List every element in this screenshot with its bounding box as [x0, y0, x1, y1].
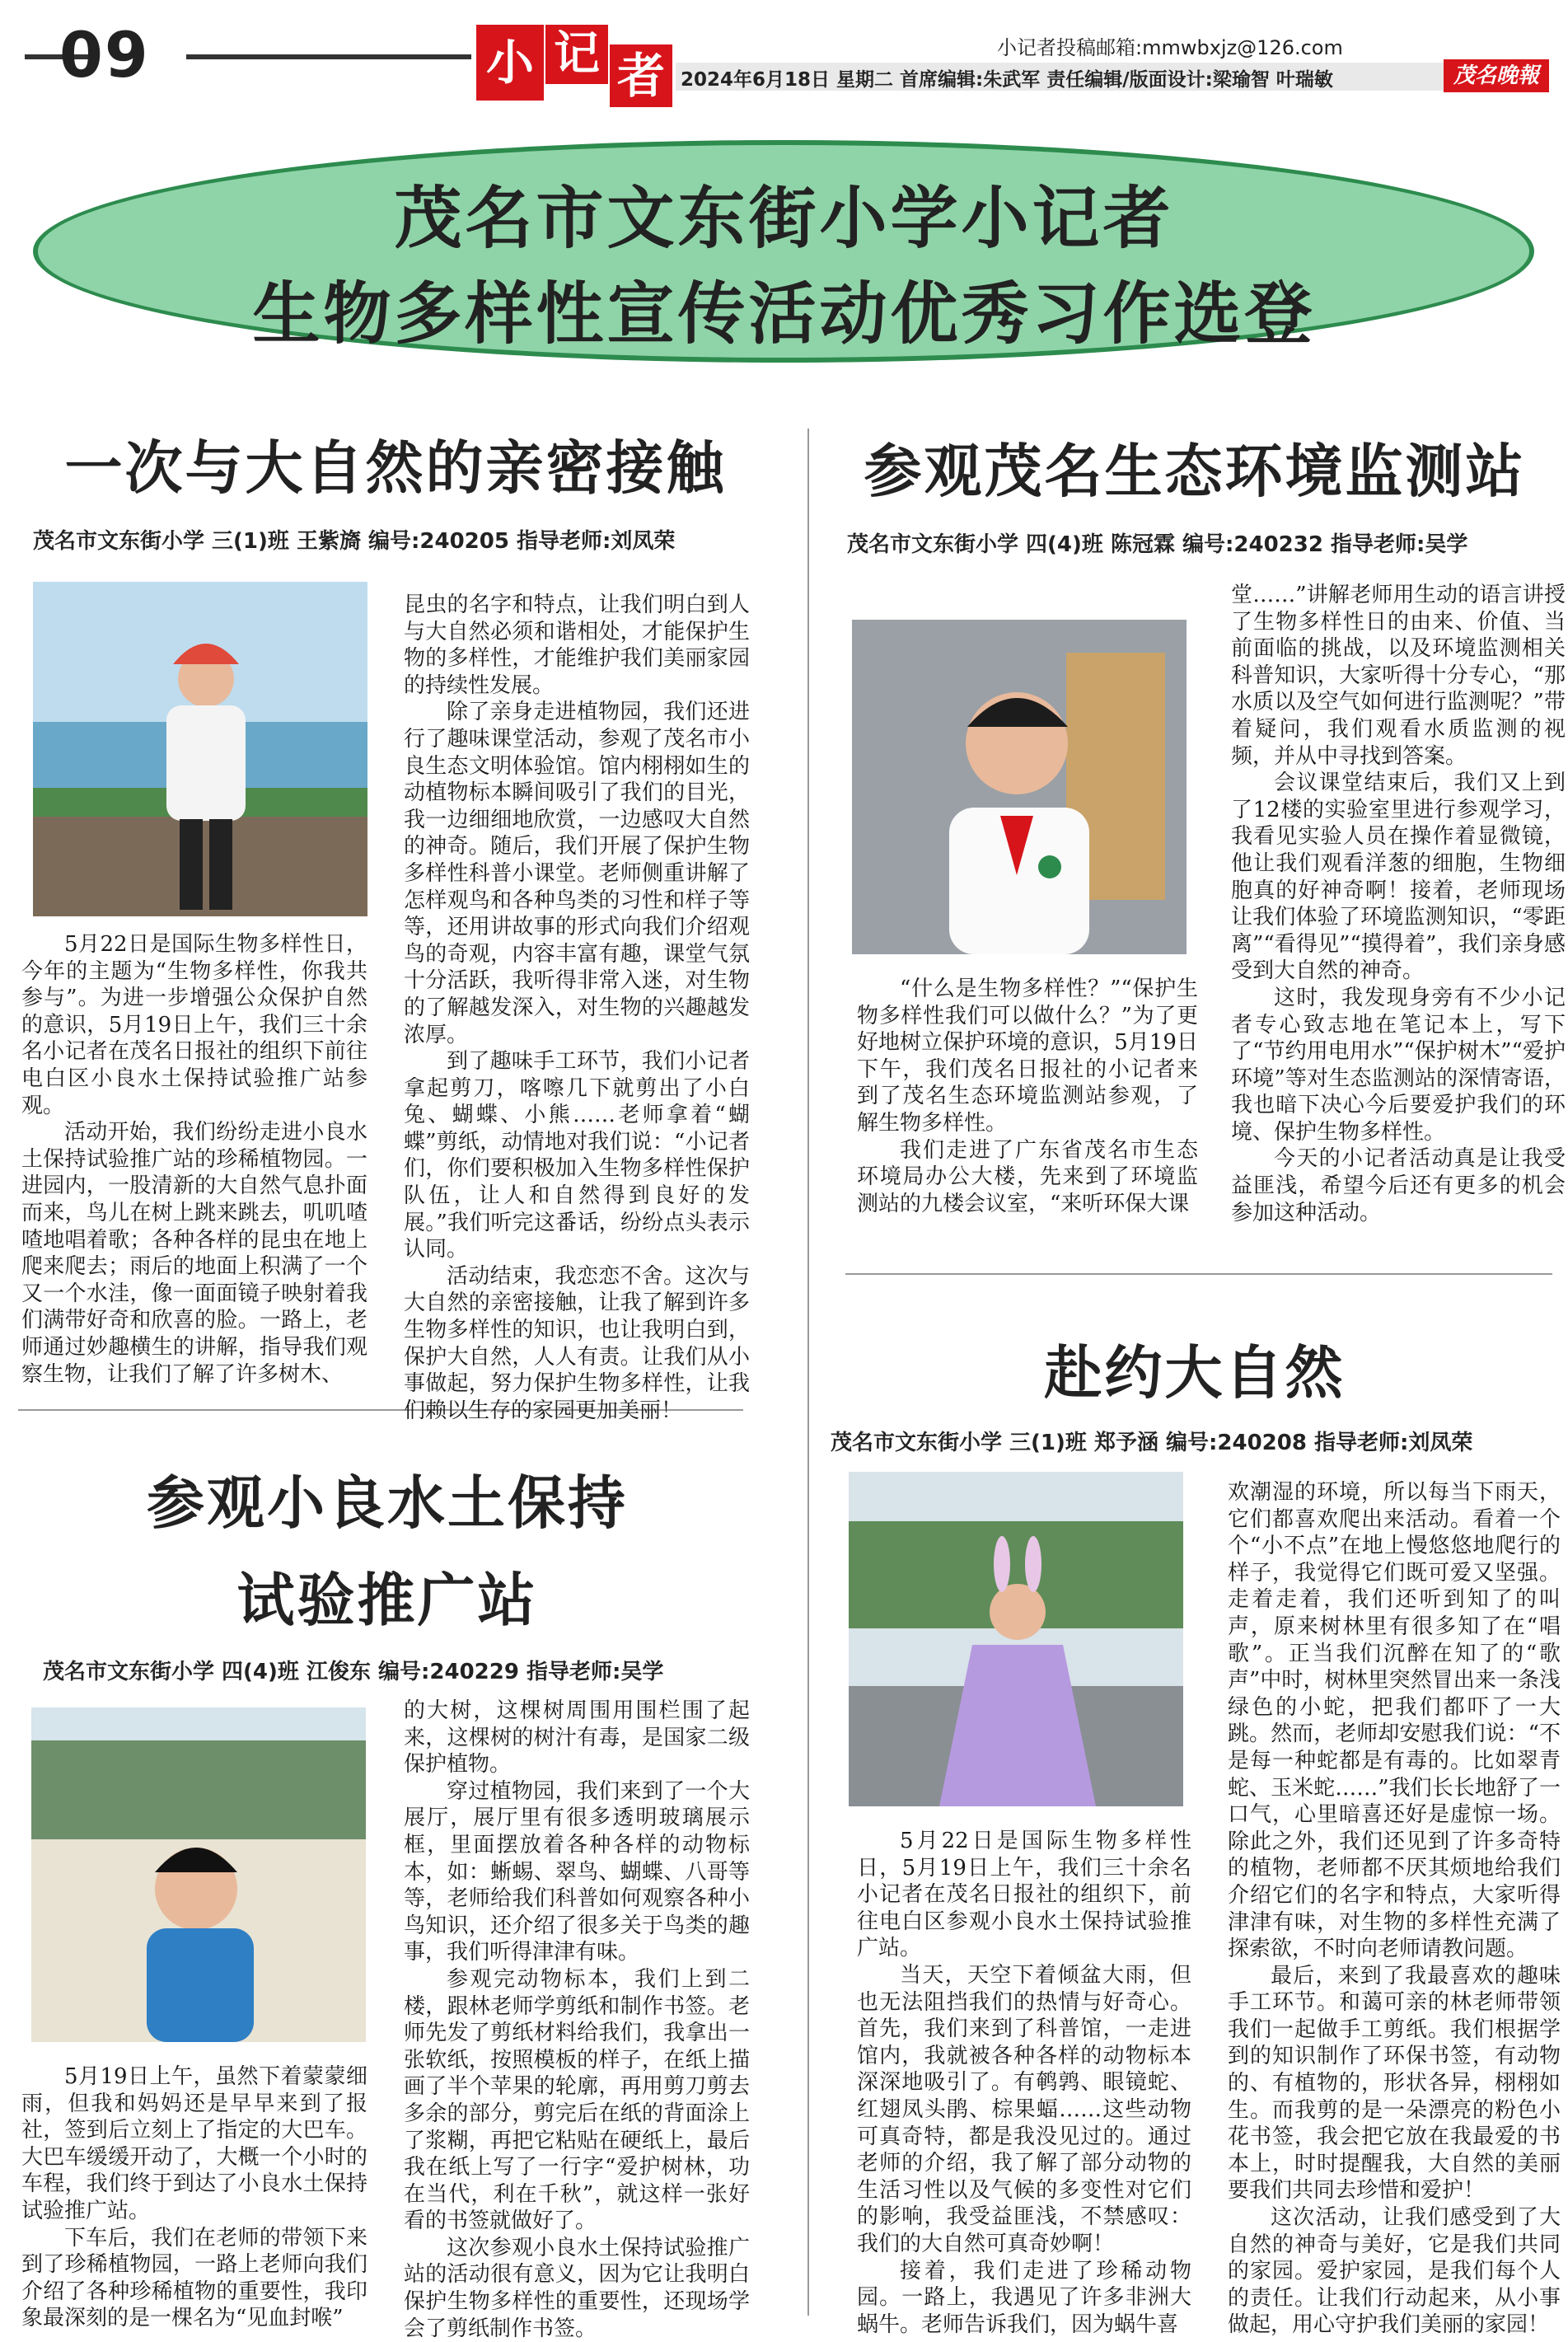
paragraph: 最后，来到了我最喜欢的趣味手工环节。和蔼可亲的林老师带领我们一起做手工剪纸。我们根据学到的知识制作了环保书签，有动物的、有植物的，形状各异，栩栩如生。而我剪的是一朵漂亮的粉色小花书签，我会把它放在我最爱的书本上，时时提醒我，大自然的美丽要我们共同去珍惜和爱护！	[1228, 1963, 1561, 2204]
column-tag-char-1: 小	[476, 25, 544, 101]
submission-email: 小记者投稿邮箱:mmwbxjz@126.com	[997, 36, 1343, 59]
column-tag-char-2: 记	[545, 25, 608, 84]
article-3-title-line1: 参观小良水土保持	[147, 1469, 628, 1537]
paragraph: 5月22日是国际生物多样性日，今年的主题为“生物多样性，你我共参与”。为进一步增强公众保护自然的意识，5月19日上午，我们三十余名小记者在茂名日报社的组织下前往电白区小良水土保持试验推广站参观。	[21, 932, 367, 1118]
column-tag-char-3: 者	[610, 44, 672, 107]
paragraph: 这次活动，让我们感受到了大自然的神奇与美好，它是我们共同的家园。爱护家园，是我们每个人的责任。让我们行动起来，从小事做起，用心守护我们美丽的家园！	[1228, 2205, 1561, 2338]
newspaper-logo: 茂名晚報	[1444, 59, 1549, 92]
paragraph: 当天，天空下着倾盆大雨，但也无法阻挡我们的热情与好奇心。首先，我们来到了科普馆，一走进馆内，我就被各种各样的动物标本深深地吸引了。有鹌鹑、眼镜蛇、红翅凤头鹃、棕果蝠……这些动物可真奇特，都是我没见过的。通过老师的介绍，我了解了部分动物的生活习性以及气候的多变性对它们的影响，我受益匪浅，不禁感叹：我们的大自然可真奇妙啊！	[857, 1962, 1191, 2256]
article-2-title: 参观茂名生态环境监测站	[864, 438, 1526, 505]
article-4-byline: 茂名市文东街小学 三(1)班 郑予涵 编号:240208 指导老师:刘凤荣	[831, 1431, 1473, 1455]
article-3-photo	[31, 1707, 366, 2042]
paragraph: 欢潮湿的环境，所以每当下雨天，它们都喜欢爬出来活动。看着一个个“小不点”在地上慢悠悠地爬行的样子，我觉得它们既可爱又坚强。走着走着，我们还听到知了的叫声，原来树林里有很多知了在“唱歌”。正当我们沉醉在知了的“歌声”中时，树林里突然冒出来一条浅绿色的小蛇，把我们都吓了一大跳。然而，老师却安慰我们说：“不是每一种蛇都是有毒的。比如翠青蛇、玉米蛇……”我们长长地舒了一口气，心里暗喜还好是虚惊一场。除此之外，我们还见到了许多奇特的植物，老师都不厌其烦地给我们介绍它们的名字和特点，大家听得津津有味，对生物的多样性充满了探索欲，不时向老师请教问题。	[1228, 1480, 1561, 1962]
article-2-byline: 茂名市文东街小学 四(4)班 陈冠霖 编号:240232 指导老师:吴学	[847, 532, 1468, 557]
page-number: 09	[59, 18, 150, 91]
paragraph: “什么是生物多样性？”“保护生物多样性我们可以做什么？”为了更好地树立保护环境的意识，5月19日下午，我们茂名日报社的小记者来到了茂名生态环境监测站参观，了解生物多样性。	[857, 977, 1198, 1136]
paragraph: 到了趣味手工环节，我们小记者拿起剪刀，喀嚓几下就剪出了小白兔、蝴蝶、小熊……老师拿着“蝴蝶”剪纸，动情地对我们说：“小记者们，你们要积极加入生物多样性保护队伍，让人和自然得到良好的发展。”我们听完这番话，纷纷点头表示认同。	[404, 1049, 750, 1262]
paragraph: 堂……”讲解老师用生动的语言讲授了生物多样性日的由来、价值、当前面临的挑战，以及环境监测相关科普知识，大家听得十分专心，“那水质以及空气如何进行监测呢？”带着疑问，我们观看水质监测的视频，并从中寻找到答案。	[1231, 583, 1566, 769]
banner-title-line1: 茂名市文东街小学小记者	[394, 179, 1174, 258]
article-3-column-2	[404, 1698, 750, 2341]
paragraph: 接着，我们走进了珍稀动物园。一路上，我遇见了许多非洲大蜗牛。老师告诉我们，因为蜗牛喜	[857, 2258, 1191, 2337]
paragraph: 穿过植物园，我们来到了一个大展厅，展厅里有很多透明玻璃展示框，里面摆放着各种各样的动物标本，如：蜥蜴、翠鸟、蝴蝶、八哥等等，老师给我们科普如何观察各种小鸟知识，还介绍了很多关于鸟类的趣事，我们听得津津有味。	[404, 1778, 750, 1965]
paragraph: 下车后，我们在老师的带领下来到了珍稀植物园，一路上老师向我们介绍了各种珍稀植物的重要性，我印象最深刻的是一棵名为“见血封喉”	[21, 2225, 367, 2331]
paragraph: 参观完动物标本，我们上到二楼，跟林老师学剪纸和制作书签。老师先发了剪纸材料给我们，我拿出一张软纸，按照模板的样子，在纸上描画了半个苹果的轮廓，再用剪刀剪去多余的部分，剪完后在纸的背面涂上了浆糊，再把它粘贴在硬纸上，最后我在纸上写了一行字“爱护树林，功在当代，利在千秋”，就这样一张好看的书签就做好了。	[404, 1966, 750, 2234]
paragraph: 5月19日上午，虽然下着蒙蒙细雨，但我和妈妈还是早早来到了报社，签到后立刻上了指定的大巴车。大巴车缓缓开动了，大概一个小时的车程，我们终于到达了小良水土保持试验推广站。	[21, 2064, 367, 2223]
article-3-byline: 茂名市文东街小学 四(4)班 江俊东 编号:240229 指导老师:吴学	[43, 1660, 664, 1684]
article-1-column-1	[21, 931, 367, 1387]
article-1-column-2	[404, 592, 750, 1423]
paragraph: 活动结束，我恋恋不舍。这次与大自然的亲密接触，让我了解到许多生物多样性的知识，也让我明白到，保护大自然，人人有责。让我们从小事做起，努力保护生物多样性，让我们赖以生存的家园更加美丽！	[404, 1263, 750, 1423]
issue-line: 2024年6月18日 星期二 首席编辑:朱武军 责任编辑/版面设计:梁瑜智 叶瑞敏	[681, 69, 1333, 91]
paragraph: 这次参观小良水土保持试验推广站的活动很有意义，因为它让我明白保护生物多样性的重要性，还现场学会了剪纸制作书签。	[404, 2235, 750, 2341]
article-2-column-2	[1231, 582, 1566, 1233]
banner-title-line2: 生物多样性宣传活动优秀习作选登	[252, 274, 1316, 354]
paragraph: 我们走进了广东省茂名市生态环境局办公大楼，先来到了环境监测站的九楼会议室，“来听环保大课	[857, 1137, 1198, 1216]
article-2-photo	[852, 620, 1187, 954]
paragraph: 昆虫的名字和特点，让我们明白到人与大自然必须和谐相处，才能保护生物的多样性，才能维护我们美丽家园的持续性发展。	[404, 593, 750, 698]
paragraph: 5月22日是国际生物多样性日，5月19日上午，我们三十余名小记者在茂名日报社的组织下，前往电白区参观小良水土保持试验推广站。	[857, 1829, 1191, 1961]
paragraph: 活动开始，我们纷纷走进小良水土保持试验推广站的珍稀植物园。一进园内，一股清新的大自然气息扑面而来，鸟儿在树上跳来跳去，叽叽喳喳地唱着歌；各种各样的昆虫在地上爬来爬去；雨后的地面上积满了一个又一个水洼，像一面面镜子映射着我们满带好奇和欣喜的脸。一路上，老师通过妙趣横生的讲解，指导我们观察生物，让我们了解了许多树木、	[21, 1120, 367, 1387]
paragraph: 除了亲身走进植物园，我们还进行了趣味课堂活动，参观了茂名市小良生态文明体验馆。馆内栩栩如生的动植物标本瞬间吸引了我们的目光，我一边细细地欣赏，一边感叹大自然的神奇。随后，我们开展了保护生物多样性科普小课堂。老师侧重讲解了怎样观鸟和各种鸟类的习性和样子等等，还用讲故事的形式向我们介绍观鸟的奇观，内容丰富有趣，课堂气氛十分活跃，我听得非常入迷，对生物的了解越发深入，对生物的兴趣越发浓厚。	[404, 700, 750, 1047]
paragraph: 这时，我发现身旁有不少小记者专心致志地在笔记本上，写下了“节约用电用水”“保护树木”“爱护环境”等对生态监测站的深情寄语，我也暗下决心今后要爱护我们的环境、保护生物多样性。	[1231, 985, 1566, 1145]
article-3-column-1	[21, 2063, 367, 2331]
header-rule-mid	[186, 54, 471, 59]
paragraph: 今天的小记者活动真是让我受益匪浅，希望今后还有更多的机会参加这种活动。	[1231, 1146, 1566, 1225]
article-1-title: 一次与大自然的亲密接触	[64, 434, 727, 502]
paragraph: 会议课堂结束后，我们又上到了12楼的实验室里进行参观学习，我看见实验人员在操作着显微镜，他让我们观看洋葱的细胞，生物细胞真的好神奇啊！接着，老师现场让我们体验了环境监测知识，“零距离”“看得见”“摸得着”，我们亲身感受到大自然的神奇。	[1231, 771, 1566, 984]
right-article-divider	[845, 1273, 1552, 1275]
article-1-byline: 茂名市文东街小学 三(1)班 王紫旖 编号:240205 指导老师:刘凤荣	[33, 529, 676, 554]
article-3-title-line2: 试验推广站	[236, 1567, 538, 1634]
paragraph: 的大树，这棵树周围用围栏围了起来，这棵树的树汁有毒，是国家二级保护植物。	[404, 1698, 750, 1778]
article-2-column-1	[857, 976, 1198, 1256]
article-4-title: 赴约大自然	[1044, 1339, 1346, 1407]
center-column-divider	[807, 429, 809, 2316]
article-4-column-1	[857, 1828, 1191, 2337]
article-1-photo	[33, 582, 367, 916]
article-4-photo	[849, 1472, 1183, 1806]
article-4-column-2	[1228, 1479, 1561, 2338]
